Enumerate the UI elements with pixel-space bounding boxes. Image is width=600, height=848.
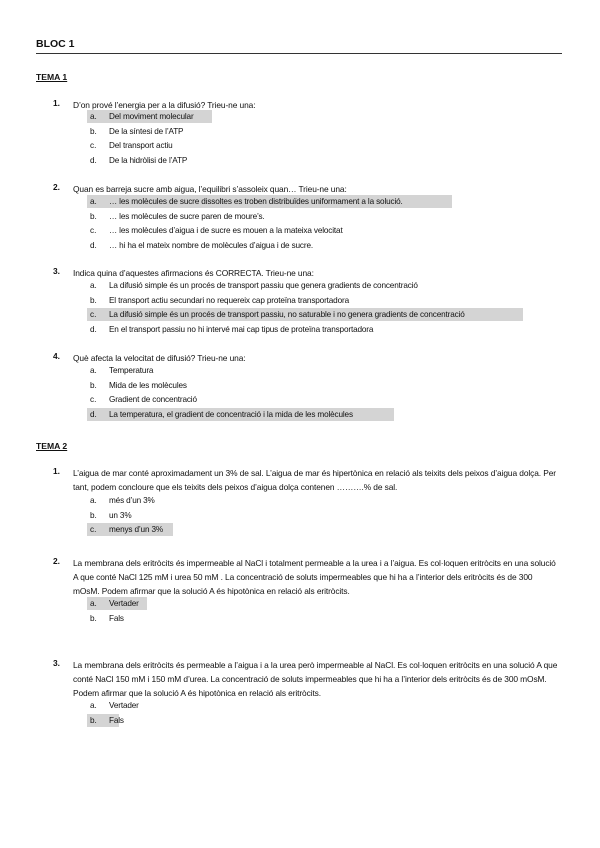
tema-1-heading: TEMA 1: [36, 72, 68, 82]
option-text: La temperatura, el gradient de concentració i la mida de les molècules: [109, 409, 353, 419]
question-text: D’on prové l’energia per a la difusió? Trieu-ne una:: [73, 100, 256, 110]
answer-option-selected[interactable]: [0, 195, 600, 209]
option-letter: a.: [90, 281, 97, 290]
answer-option-selected[interactable]: [0, 110, 600, 124]
option-letter: a.: [90, 599, 97, 608]
tema-2-heading: TEMA 2: [36, 441, 68, 451]
option-text: Temperatura: [109, 366, 154, 375]
option-text: Mida de les molècules: [109, 380, 187, 390]
answer-option[interactable]: [0, 154, 600, 168]
option-text: Vertader: [109, 701, 139, 710]
answer-option-selected[interactable]: [0, 523, 600, 537]
answer-option[interactable]: [0, 494, 600, 508]
option-text: Del transport actiu: [109, 141, 173, 150]
option-text: … les molècules de sucre dissoltes es troben distribuïdes uniformament a la solució.: [109, 197, 403, 206]
answer-option[interactable]: [0, 239, 600, 253]
option-letter: b.: [90, 126, 97, 136]
option-text: Vertader: [109, 599, 139, 608]
answer-option[interactable]: [0, 224, 600, 238]
option-text: En el transport passiu no hi intervé mai cap tipus de proteïna transportadora: [109, 324, 374, 334]
question-text: Què afecta la velocitat de difusió? Trieu-ne una:: [73, 353, 246, 363]
option-text: … hi ha el mateix nombre de molècules d’aigua i de sucre.: [109, 240, 313, 250]
bloc-title: BLOC 1: [36, 38, 75, 50]
question-text: La membrana dels eritròcits és impermeable al NaCl i totalment permeable a la urea i a l’aigua. Es col·loquen eritròcits en una solució A que conté NaCl 125 mM i urea 50 mM . La concentració de soluts impermeables que hi ha a l’interior dels eritròcits és de 300 mOsM. Podem afirmar que la solució A és hipotònica en relació als eritròcits.: [73, 558, 556, 596]
option-text: La difusió simple és un procés de transport passiu, no saturable i no genera gradients de concentració: [109, 310, 465, 319]
option-text: … les molècules de sucre paren de moure’s.: [109, 211, 265, 221]
answer-option[interactable]: [0, 210, 600, 224]
option-letter: c.: [90, 226, 97, 235]
option-letter: b.: [90, 715, 97, 725]
answer-option-selected[interactable]: [0, 714, 600, 728]
option-text: La difusió simple és un procés de transport passiu que genera gradients de concentració: [109, 281, 418, 290]
option-letter: d.: [90, 409, 97, 419]
option-letter: c.: [90, 141, 97, 150]
answer-option[interactable]: [0, 323, 600, 337]
question-number: 3.: [53, 266, 60, 276]
question-text: La membrana dels eritròcits és permeable a l’aigua i a la urea però impermeable al NaCl. Es col·loquen eritròcits en una solució A que conté NaCl 150 mM i 150 mM d’urea. La concentració de soluts impermeables que hi ha a l’interior dels eritròcits és de 300 mOsM. Podem afirmar que la solució A és hipotònica en relació als eritròcits.: [73, 660, 558, 698]
option-text: El transport actiu secundari no requereix cap proteïna transportadora: [109, 295, 349, 305]
option-letter: b.: [90, 613, 97, 623]
option-text: més d’un 3%: [109, 496, 155, 505]
option-letter: b.: [90, 295, 97, 305]
option-text: … les molècules d’aigua i de sucre es mouen a la mateixa velocitat: [109, 226, 343, 235]
option-letter: d.: [90, 324, 97, 334]
option-letter: d.: [90, 240, 97, 250]
answer-option[interactable]: [0, 393, 600, 407]
answer-option[interactable]: [0, 612, 600, 626]
question-number: 1.: [53, 98, 60, 108]
answer-option-selected[interactable]: [0, 308, 600, 322]
question-number: 1.: [53, 466, 60, 476]
option-letter: d.: [90, 155, 97, 165]
option-text: De la síntesi de l’ATP: [109, 126, 184, 136]
option-letter: c.: [90, 310, 97, 319]
option-letter: a.: [90, 197, 97, 206]
answer-option[interactable]: [0, 509, 600, 523]
question-text: L’aigua de mar conté aproximadament un 3% de sal. L’aigua de mar és hipertònica en relació als teixits dels peixos d’aigua dolça. Per tant, podem concloure que els teixits dels peixos d’aigua dolça contenen ……….% de sal.: [73, 468, 556, 492]
option-letter: a.: [90, 701, 97, 710]
option-letter: b.: [90, 510, 97, 520]
option-letter: b.: [90, 380, 97, 390]
answer-option[interactable]: [0, 125, 600, 139]
question-number: 2.: [53, 556, 60, 566]
answer-option[interactable]: [0, 139, 600, 153]
question-number: 3.: [53, 658, 60, 668]
question-text: Indica quina d’aquestes afirmacions és CORRECTA. Trieu-ne una:: [73, 268, 314, 278]
option-letter: c.: [90, 525, 97, 534]
option-letter: a.: [90, 366, 97, 375]
question-text: Quan es barreja sucre amb aigua, l’equilibri s’assoleix quan… Trieu-ne una:: [73, 184, 347, 194]
option-text: Del moviment molecular: [109, 112, 194, 121]
answer-option-selected[interactable]: [0, 408, 600, 422]
option-text: De la hidròlisi de l’ATP: [109, 155, 188, 165]
option-text: Fals: [109, 613, 124, 623]
option-letter: a.: [90, 496, 97, 505]
question-number: 4.: [53, 351, 60, 361]
answer-option[interactable]: [0, 364, 600, 378]
answer-option[interactable]: [0, 279, 600, 293]
option-text: Fals: [109, 715, 124, 725]
question-number: 2.: [53, 182, 60, 192]
option-text: un 3%: [109, 510, 132, 520]
option-letter: c.: [90, 395, 97, 404]
answer-option[interactable]: [0, 294, 600, 308]
answer-option[interactable]: [0, 379, 600, 393]
option-letter: a.: [90, 112, 97, 121]
answer-option[interactable]: [0, 699, 600, 713]
bloc-divider: [36, 53, 562, 54]
option-letter: b.: [90, 211, 97, 221]
option-text: menys d’un 3%: [109, 525, 164, 534]
answer-option-selected[interactable]: [0, 597, 600, 611]
option-text: Gradient de concentració: [109, 395, 197, 404]
